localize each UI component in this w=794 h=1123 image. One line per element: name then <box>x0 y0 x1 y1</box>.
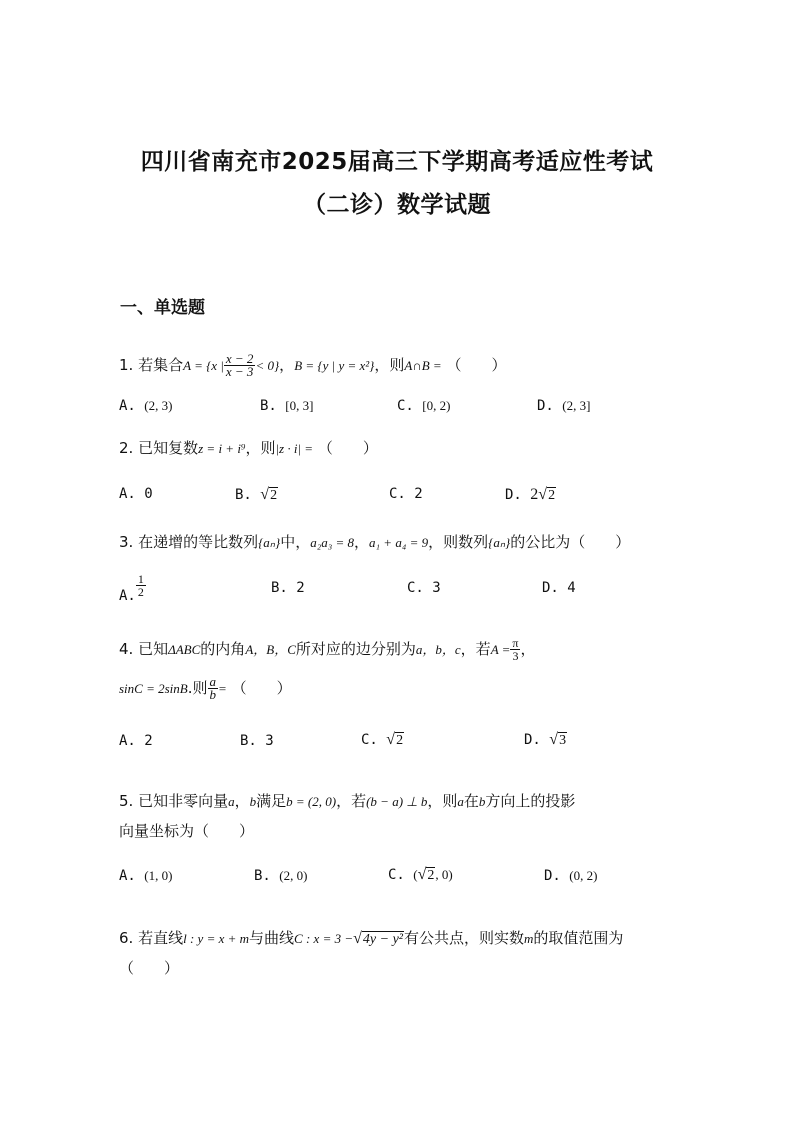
q5-vec-b2: b <box>478 794 486 809</box>
q1-sep: ， <box>279 356 295 374</box>
q2-number: 2. <box>119 439 134 457</box>
option-letter: A. <box>119 398 136 414</box>
q6-curve-pre: C : x = 3 − <box>294 931 354 946</box>
q5-vec-a: a <box>228 794 235 809</box>
q5-mid2: ，若 <box>336 792 367 810</box>
question-4-line-2 <box>119 676 292 701</box>
option-letter: B. <box>235 487 252 503</box>
q4-line2-post: .则 <box>187 679 208 697</box>
title-line-2: （二诊）数学试题 <box>303 192 491 218</box>
q4-line2: sinC = 2sinB <box>119 681 188 696</box>
q5-option-c[interactable] <box>388 866 453 884</box>
question-5 <box>119 790 575 811</box>
q5-number: 5. <box>119 792 134 810</box>
q1-option-d[interactable] <box>537 398 590 414</box>
q2-option-b[interactable] <box>235 486 278 504</box>
q5-sep: ， <box>234 792 250 810</box>
option-letter: D. <box>544 868 561 884</box>
option-value: 2 <box>396 733 404 748</box>
q3-text-pre: 在递增的等比数列 <box>138 533 259 551</box>
question-6 <box>119 927 623 948</box>
q6-pre: 若直线 <box>138 929 184 947</box>
question-4 <box>119 637 536 662</box>
option-letter: D. <box>537 398 554 414</box>
q2-option-d[interactable] <box>505 486 556 504</box>
q4-tri: ΔABC <box>168 642 201 657</box>
q4-pre: 已知 <box>138 640 169 658</box>
q3-tail: 的公比为（ ） <box>510 533 631 551</box>
q1-fraction <box>224 353 256 378</box>
q6-paren: （ ） <box>119 959 180 977</box>
sqrt-symbol: 2√2 <box>530 486 556 503</box>
q4-abc: A，B，C <box>245 642 296 657</box>
q4-number: 4. <box>119 640 134 658</box>
q2-option-a[interactable] <box>119 486 153 502</box>
option-value-rest: , 0) <box>435 867 453 882</box>
q2-text-pre: 已知复数 <box>138 439 199 457</box>
option-letter: C. <box>397 398 414 414</box>
option-letter: C. <box>389 486 406 502</box>
q5-bval: b = (2, 0) <box>286 794 337 809</box>
q4-option-c[interactable] <box>361 731 404 749</box>
question-6-line-2 <box>119 957 179 978</box>
option-value: 2 <box>296 580 305 596</box>
option-letter: C. <box>407 580 424 596</box>
option-value: 2 <box>414 486 423 502</box>
frac-den: 2 <box>137 585 144 599</box>
option-letter: D. <box>524 732 541 748</box>
option-value: (2, 0) <box>279 868 308 883</box>
option-value: 3 <box>265 733 274 749</box>
q4-sides: a，b，c <box>415 642 461 657</box>
q4-mid3: ，若 <box>460 640 491 658</box>
frac-num: a <box>209 674 217 689</box>
q3-option-c[interactable] <box>407 580 441 596</box>
option-letter: A. <box>119 733 136 749</box>
q4-option-b[interactable] <box>240 733 274 749</box>
option-value: 0 <box>144 486 153 502</box>
option-letter: B. <box>260 398 277 414</box>
option-letter: C. <box>388 867 405 883</box>
question-1 <box>119 353 506 378</box>
q5-post: ，则 <box>427 792 458 810</box>
option-value: 2 <box>427 868 435 883</box>
question-5-line-2 <box>119 820 254 841</box>
q2-expr1: z = i + i⁹ <box>198 441 246 456</box>
q5-pre: 已知非零向量 <box>138 792 229 810</box>
option-letter: D. <box>505 487 522 503</box>
q3-a-fraction <box>136 573 146 598</box>
option-value: 2 <box>144 733 153 749</box>
q3-option-b[interactable] <box>271 580 305 596</box>
option-letter: B. <box>254 868 271 884</box>
q6-line: l : y = x + m <box>183 931 250 946</box>
open-paren: ( <box>413 867 418 882</box>
option-value: (2, 3) <box>144 398 173 413</box>
q1-setB: B = {y | y = x²} <box>294 358 375 373</box>
q3-e1: a₂a₃ = 8 <box>310 535 355 550</box>
q4-cond-fraction <box>510 637 520 662</box>
q1-frac-den: x − 3 <box>225 364 254 379</box>
q6-number: 6. <box>119 929 134 947</box>
option-value: 4 <box>567 580 576 596</box>
option-letter: B. <box>271 580 288 596</box>
q5-mid: 满足 <box>256 792 287 810</box>
q1-setA-post: < 0} <box>255 358 280 373</box>
option-coef: 2 <box>530 486 539 503</box>
option-value: (2, 3] <box>562 398 591 413</box>
q1-option-b[interactable] <box>260 398 313 414</box>
option-value: [0, 2) <box>422 398 451 413</box>
option-value: 2 <box>548 488 556 503</box>
q3-mid: 中， <box>280 533 311 551</box>
q1-text-pre: 若集合 <box>138 356 184 374</box>
frac-num: π <box>512 636 519 650</box>
frac-den: 3 <box>512 649 519 663</box>
sqrt-symbol: √2 <box>417 866 435 883</box>
sqrt-symbol: √3 <box>549 731 567 748</box>
option-letter: A. <box>119 587 136 604</box>
q3-number: 3. <box>119 533 134 551</box>
q6-mid: 与曲线 <box>249 929 295 947</box>
q6-tail: 的取值范围为 <box>533 929 624 947</box>
option-value: 3 <box>432 580 441 596</box>
option-letter: A. <box>119 486 136 502</box>
q4-eq: = <box>218 681 227 696</box>
q5-tail: 方向上的投影 <box>485 792 576 810</box>
q4-mid2: 所对应的边分别为 <box>295 640 416 658</box>
q3-post: ，则数列 <box>428 533 489 551</box>
q5-in: 在 <box>463 792 479 810</box>
q1-option-a[interactable] <box>119 398 172 414</box>
option-value: [0, 3] <box>285 398 314 413</box>
frac-den: b <box>209 687 217 702</box>
q6-m: m <box>524 931 534 946</box>
q5-perp: (b − a) ⊥ b <box>366 794 428 809</box>
q3-option-d[interactable] <box>542 580 576 596</box>
q6-curve-radicand: 4y − y² <box>362 932 403 947</box>
option-value: (1, 0) <box>144 868 173 883</box>
option-letter: A. <box>119 868 136 884</box>
question-3: 3. 在递增的等比数列{aₙ}中，a₂a₃ = 8，a₁ + a₄ = 9，则数列{aₙ}的公比为（ ） <box>119 533 631 551</box>
q4-mid: 的内角 <box>200 640 246 658</box>
q5-line2: 向量坐标为（ ） <box>119 822 255 840</box>
title-line-1: 四川省南充市2025届高三下学期高考适应性考试 <box>140 149 654 175</box>
option-letter: C. <box>361 732 378 748</box>
q5-vec-b: b <box>249 794 257 809</box>
q4-cond-lhs: A = <box>490 642 511 657</box>
q4-option-a[interactable] <box>119 733 153 749</box>
q1-post: ，则 <box>374 356 405 374</box>
q3-seq: {aₙ} <box>258 535 281 550</box>
q1-number: 1. <box>119 356 134 374</box>
q5-option-b[interactable] <box>254 868 307 884</box>
sqrt-symbol: √2 <box>386 731 404 748</box>
q3-e2: a₁ + a₄ = 9 <box>369 535 429 550</box>
q5-option-d[interactable] <box>544 868 597 884</box>
q4-paren: （ ） <box>231 679 292 697</box>
q3-seq2: {aₙ} <box>488 535 511 550</box>
q4-ratio <box>208 676 219 701</box>
option-value: 3 <box>559 733 567 748</box>
q2-expr2: |z · i| = <box>275 441 314 456</box>
q6-post: 有公共点，则实数 <box>403 929 524 947</box>
q2-mid: ，则 <box>245 439 276 457</box>
option-letter: B. <box>240 733 257 749</box>
sqrt-symbol: √4y − y² <box>353 930 403 947</box>
q1-option-c[interactable] <box>397 398 450 414</box>
q2-option-c[interactable] <box>389 486 423 502</box>
q4-comma: ， <box>520 640 536 658</box>
option-letter: D. <box>542 580 559 596</box>
q3-option-a[interactable] <box>119 572 146 604</box>
q2-paren: （ ） <box>317 439 378 457</box>
option-value: 2 <box>270 488 278 503</box>
q1-paren: （ ） <box>446 356 507 374</box>
q5-vec-a2: a <box>457 794 464 809</box>
question-2 <box>119 437 378 458</box>
q1-frac-num: x − 2 <box>225 351 254 366</box>
q1-expr: A∩B = <box>404 358 442 373</box>
q4-option-d[interactable] <box>524 731 567 749</box>
frac-num: 1 <box>137 572 144 586</box>
section-heading: 一、单选题 <box>120 298 205 318</box>
sqrt-symbol: √2 <box>260 486 278 503</box>
q5-option-a[interactable] <box>119 868 172 884</box>
q1-setA-pre: A = {x | <box>183 358 224 373</box>
option-value: (0, 2) <box>569 868 598 883</box>
